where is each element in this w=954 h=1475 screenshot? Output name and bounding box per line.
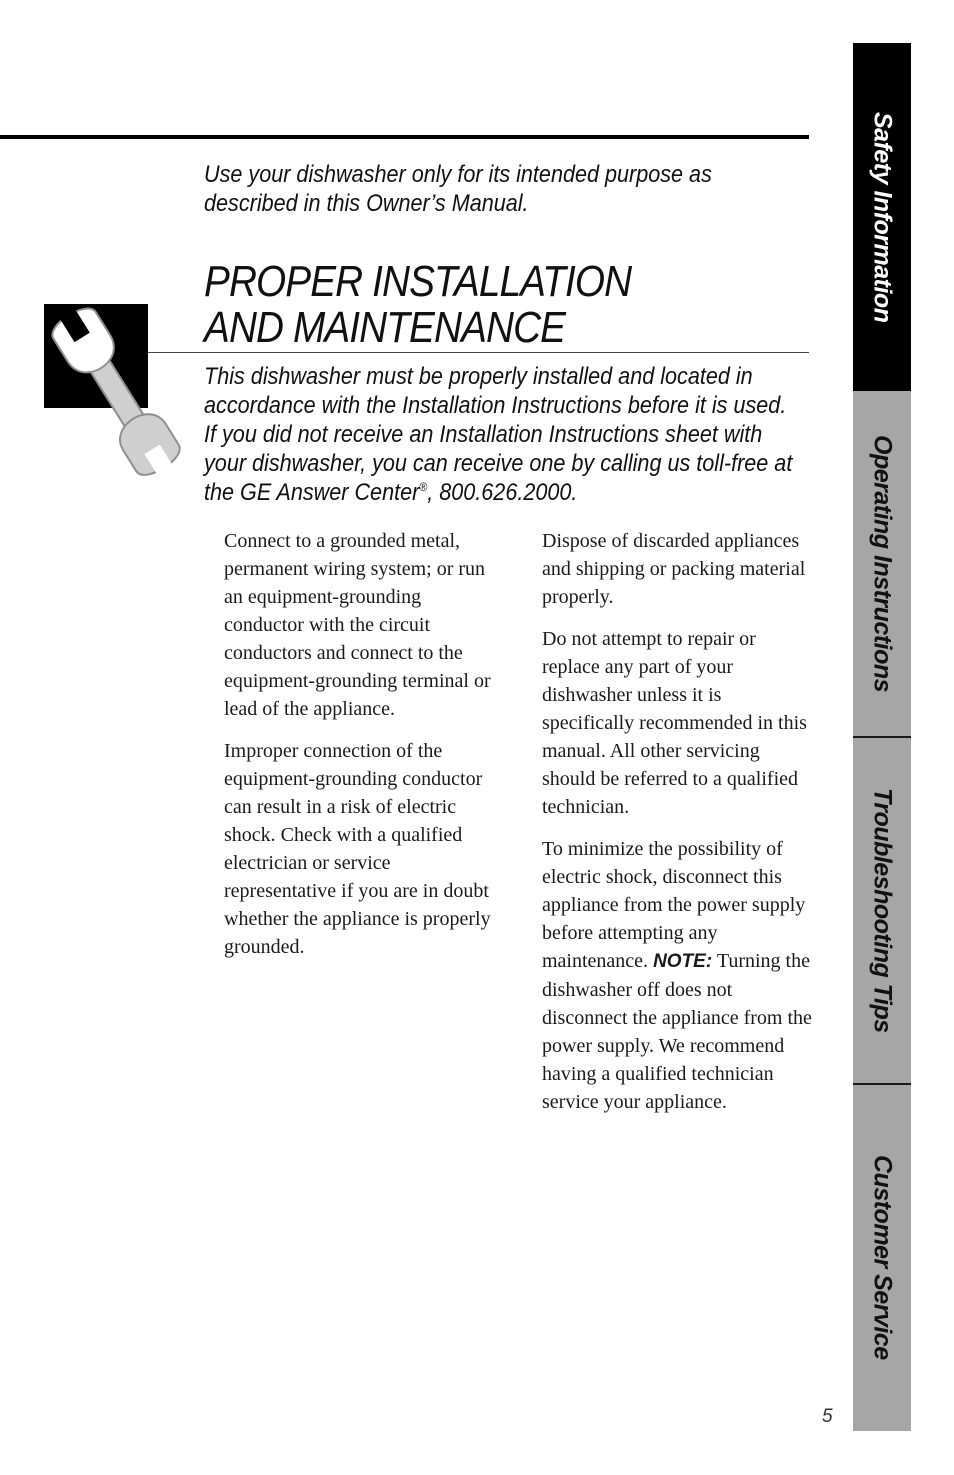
section-title — [204, 259, 750, 351]
note-label: NOTE: — [653, 951, 713, 972]
section-tabs — [853, 43, 911, 1431]
disconnect-paragraph — [542, 835, 814, 1116]
section-title-line-1: PROPER INSTALLATION — [204, 257, 632, 306]
intro-line-2: described in this Owner’s Manual. — [204, 190, 529, 217]
note-text: Turning the dishwasher off does not disconnect the appliance from the power supply. We recommend having a qualified technician service your appliance. — [542, 950, 812, 1113]
tab-troubleshooting-tips[interactable] — [853, 737, 911, 1084]
tab-label: Customer Service — [868, 1155, 897, 1360]
lead-phone: , 800.626.2000. — [427, 479, 578, 506]
page-number: 5 — [822, 1406, 833, 1427]
tab-divider — [853, 736, 911, 738]
registered-mark: ® — [419, 480, 428, 494]
title-rule — [148, 352, 809, 353]
disconnect-text: To minimize the possibility of electric shock, disconnect this appliance from the power supply before attempting any maintenance. — [542, 838, 806, 972]
shock-risk-paragraph: Improper connection of the equipment-grounding conductor can result in a risk of electric shock. Check with a qualified electrician or service representative if you are in doubt whether the appliance is properly grounded. — [224, 740, 491, 958]
tab-divider — [853, 1083, 911, 1085]
section-title-line-2: AND MAINTENANCE — [204, 303, 566, 352]
tab-label: Troubleshooting Tips — [868, 788, 897, 1033]
right-column — [542, 527, 814, 1130]
tab-label: Operating Instructions — [868, 435, 897, 693]
tab-safety-information[interactable] — [853, 43, 911, 391]
intro-text — [204, 160, 744, 218]
top-rule — [0, 135, 809, 139]
lead-text: This dishwasher must be properly installed and located in accordance with the Installation Instructions before it is used. If you did not receive an Installation Instructions sheet with your dishwasher, you can receive one by calling us toll-free at the GE Answer Center — [204, 363, 793, 506]
left-column — [224, 527, 492, 975]
repair-paragraph: Do not attempt to repair or replace any part of your dishwasher unless it is specifically recommended in this manual. All other servicing should be referred to a qualified technician. — [542, 628, 807, 818]
grounding-paragraph: Connect to a grounded metal, permanent wiring system; or run an equipment-grounding conductor with the circuit conductors and connect to the equipment-grounding terminal or lead of the appliance. — [224, 530, 491, 720]
tab-label: Safety Information — [868, 111, 897, 323]
intro-line-1: Use your dishwasher only for its intended purpose as — [204, 161, 712, 188]
disposal-paragraph: Dispose of discarded appliances and shipping or packing material properly. — [542, 530, 806, 608]
tab-customer-service[interactable] — [853, 1084, 911, 1431]
tab-operating-instructions[interactable] — [853, 391, 911, 737]
wrench-icon — [40, 300, 190, 480]
lead-paragraph — [204, 362, 798, 507]
